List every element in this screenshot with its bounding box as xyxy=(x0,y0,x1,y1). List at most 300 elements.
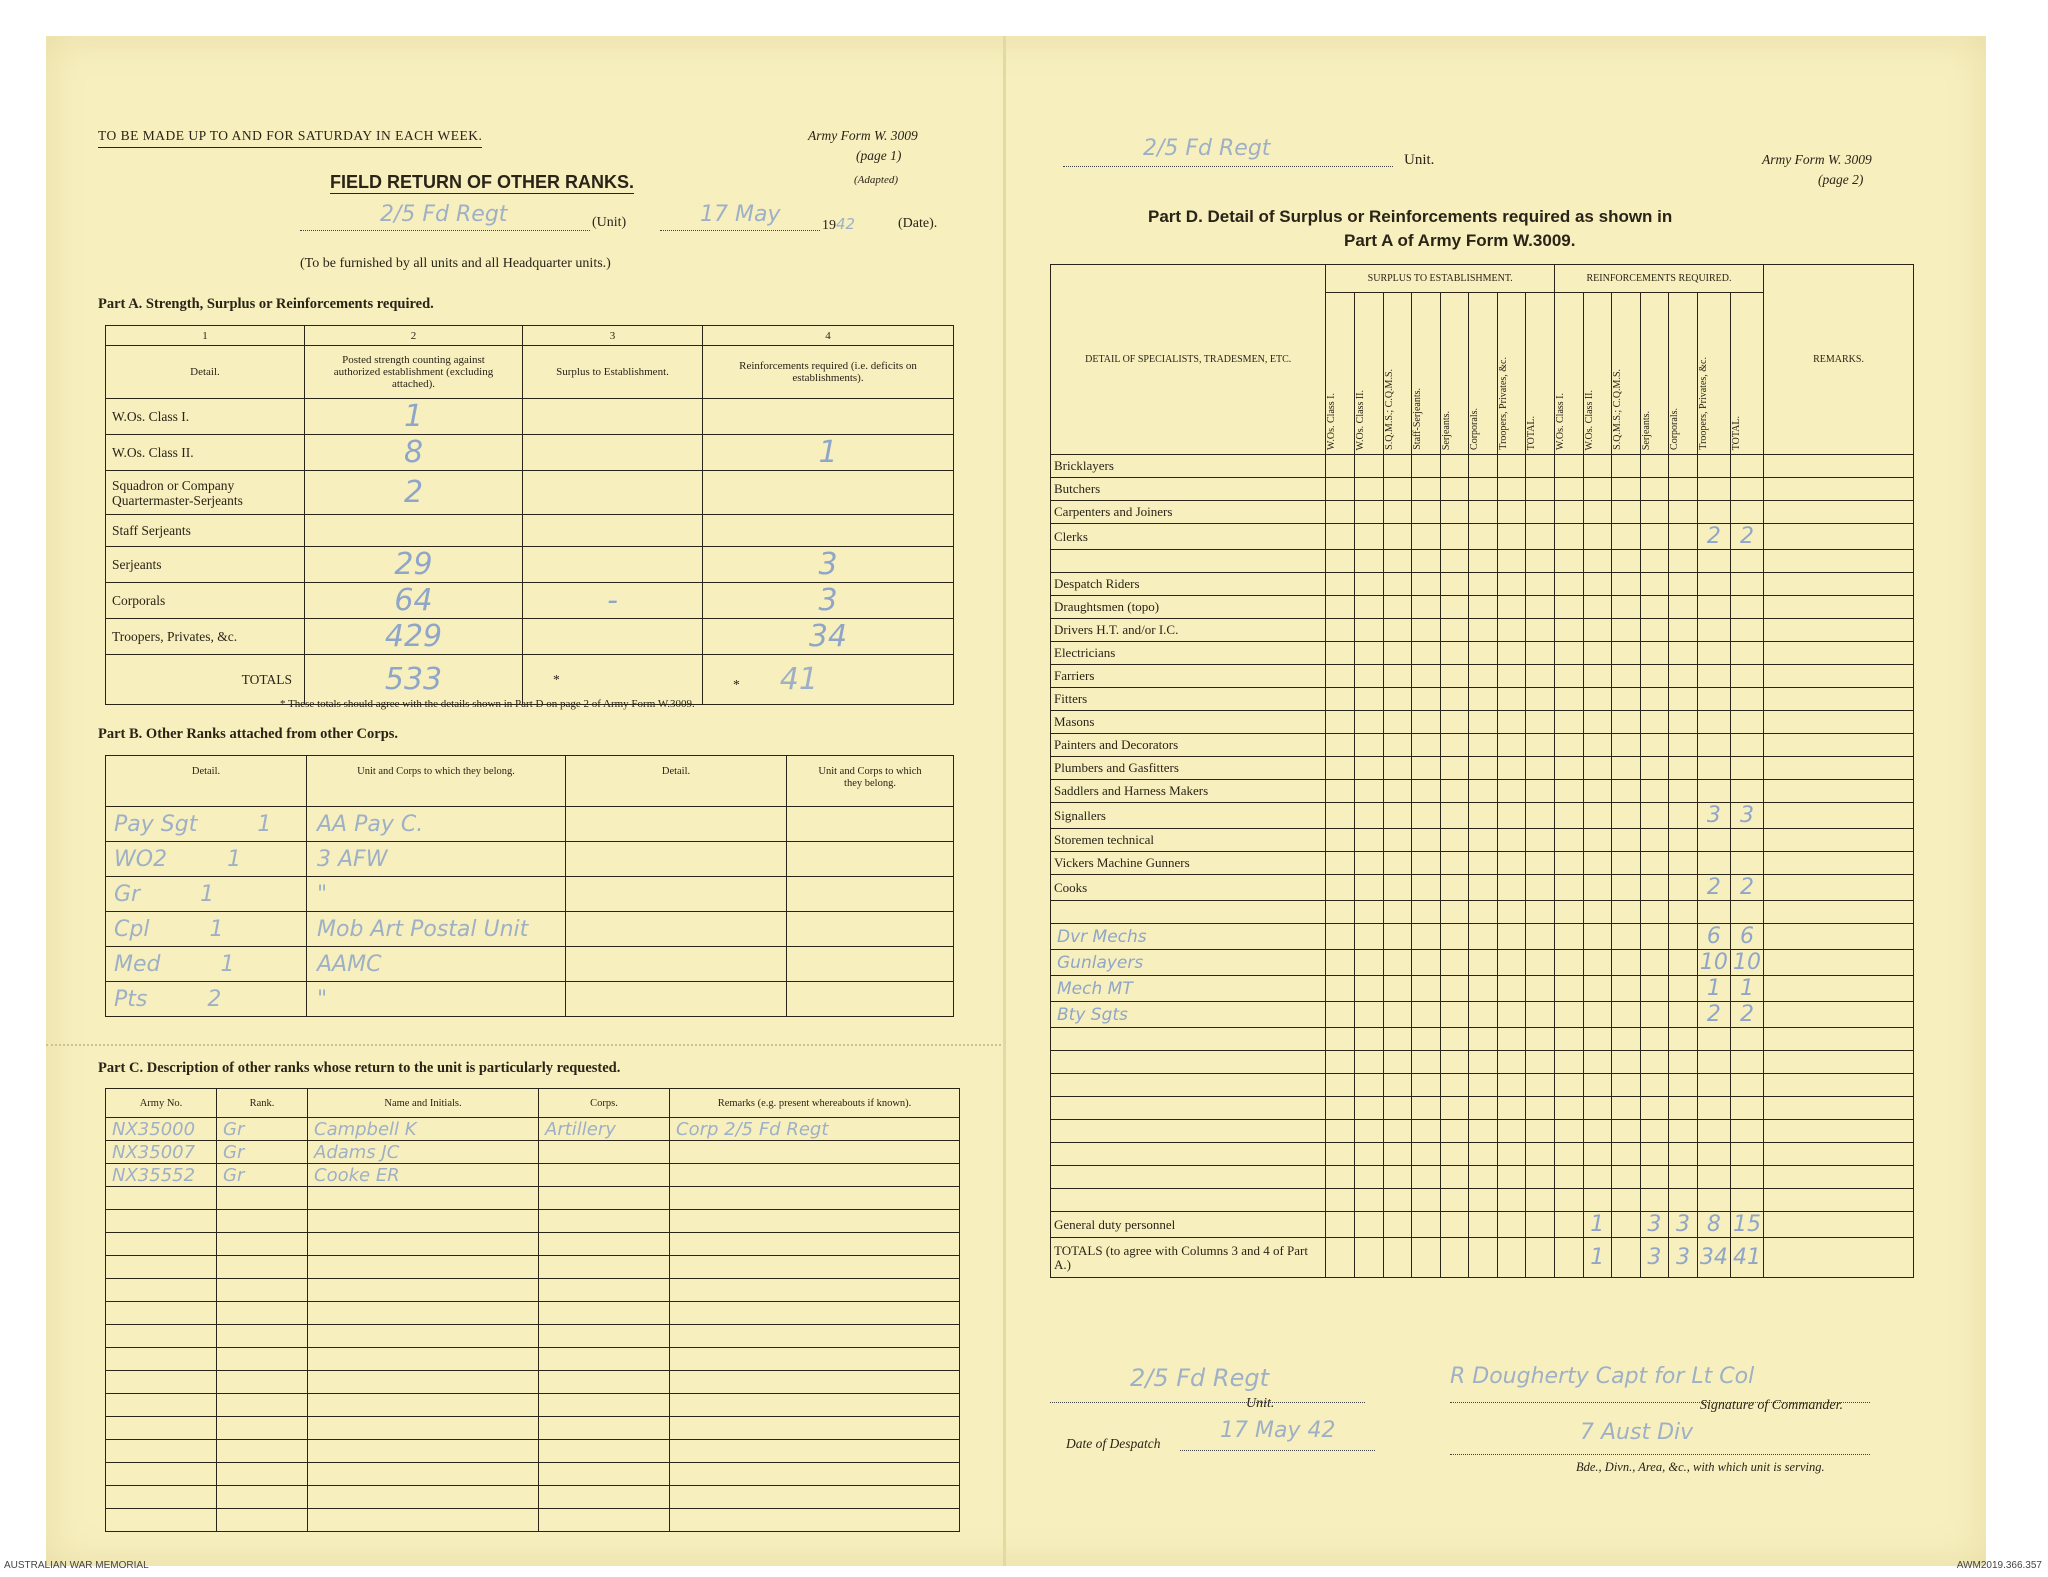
surplus-cell xyxy=(1469,596,1498,619)
unit-cell xyxy=(787,912,954,947)
unit-cell xyxy=(307,842,566,877)
surplus-cell xyxy=(1497,852,1526,875)
surplus-cell xyxy=(1326,596,1355,619)
surplus-cell xyxy=(1326,901,1355,924)
date-label: (Date). xyxy=(898,216,938,231)
col-header-detail: DETAIL OF SPECIALISTS, TRADESMEN, ETC. xyxy=(1051,265,1326,455)
reinf-cell-wo1 xyxy=(1554,1002,1583,1028)
surplus-cell xyxy=(1440,1074,1469,1097)
surplus-cell xyxy=(1326,573,1355,596)
surplus-cell xyxy=(1383,478,1412,501)
surplus-cell xyxy=(1383,757,1412,780)
rank-cell xyxy=(217,1118,308,1141)
reinf-cell-wo1 xyxy=(1554,976,1583,1002)
reinf-cell-wo2 xyxy=(1583,573,1612,596)
reinf-cell-sq xyxy=(1612,619,1641,642)
surplus-cell xyxy=(1383,1143,1412,1166)
surplus-cell xyxy=(1497,665,1526,688)
remarks-cell xyxy=(1764,665,1914,688)
surplus-cell xyxy=(1469,665,1498,688)
reinf-cell-wo2 xyxy=(1583,924,1612,950)
row-label: Butchers xyxy=(1051,478,1326,501)
table-row xyxy=(106,1509,960,1532)
reinf-cell-sq xyxy=(1612,1051,1641,1074)
surplus-cell xyxy=(1326,642,1355,665)
surplus-cell xyxy=(1326,478,1355,501)
remarks-cell xyxy=(670,1509,960,1532)
reinf-cell-tp xyxy=(1697,1189,1730,1212)
surplus-cell xyxy=(1383,829,1412,852)
no-cell xyxy=(106,1325,217,1348)
reinf-cell-tp xyxy=(1697,642,1730,665)
reinf-cell-cpl xyxy=(1669,642,1698,665)
surplus-cell xyxy=(1326,780,1355,803)
reinf-cell-sq xyxy=(1612,803,1641,829)
surplus-cell xyxy=(1440,734,1469,757)
surplus-cell xyxy=(1383,524,1412,550)
year-handwritten: 42 xyxy=(836,215,856,233)
table-row xyxy=(1051,757,1914,780)
reinf-cell-ser xyxy=(1640,665,1669,688)
name-cell xyxy=(308,1233,539,1256)
reinf-cell-tot xyxy=(1730,642,1763,665)
name-cell xyxy=(308,1210,539,1233)
unit-cell xyxy=(787,877,954,912)
reinf-cell-tp: 8 xyxy=(1697,1212,1730,1238)
surplus-cell xyxy=(1326,1143,1355,1166)
surplus-cell xyxy=(1526,1074,1555,1097)
surplus-cell xyxy=(1526,757,1555,780)
surplus-cell xyxy=(1497,780,1526,803)
reinf-cell-tp xyxy=(1697,829,1730,852)
name-cell xyxy=(308,1509,539,1532)
surplus-cell xyxy=(1469,1189,1498,1212)
remarks-cell xyxy=(1764,455,1914,478)
surplus-cell xyxy=(1412,829,1441,852)
reinf-cell-wo2 xyxy=(1583,1074,1612,1097)
surplus-cell xyxy=(1440,642,1469,665)
reinf-cell-ser xyxy=(1640,1143,1669,1166)
table-row xyxy=(1051,1189,1914,1212)
row-label: Carpenters and Joiners xyxy=(1051,501,1326,524)
reinf-cell-wo2 xyxy=(1583,803,1612,829)
table-row xyxy=(106,619,954,655)
col-header-detail: Detail. xyxy=(106,346,305,399)
surplus-cell xyxy=(1412,711,1441,734)
no-cell xyxy=(106,1417,217,1440)
reinf-col-header xyxy=(1669,293,1698,455)
rank-cell xyxy=(217,1417,308,1440)
corps-cell xyxy=(539,1325,670,1348)
unit-cell xyxy=(307,982,566,1017)
posted-value: 2 xyxy=(305,471,523,515)
reinf-cell-ser xyxy=(1640,524,1669,550)
surplus-cell xyxy=(1326,976,1355,1002)
surplus-cell xyxy=(1497,478,1526,501)
surplus-cell xyxy=(1526,976,1555,1002)
col-header-name: Name and Initials. xyxy=(308,1089,539,1118)
corps-cell xyxy=(539,1187,670,1210)
reinf-cell-sq xyxy=(1612,780,1641,803)
surplus-cell xyxy=(1469,924,1498,950)
reinf-cell-cpl xyxy=(1669,619,1698,642)
reinf-cell-ser xyxy=(1640,976,1669,1002)
surplus-col-header xyxy=(1440,293,1469,455)
surplus-cell xyxy=(1355,1166,1384,1189)
table-row xyxy=(106,912,954,947)
table-row xyxy=(1051,665,1914,688)
reinf-cell-sq xyxy=(1612,688,1641,711)
col-header-rank: Rank. xyxy=(217,1089,308,1118)
surplus-cell xyxy=(1355,478,1384,501)
remarks-cell xyxy=(670,1279,960,1302)
table-row xyxy=(1051,1120,1914,1143)
surplus-cell xyxy=(1355,1212,1384,1238)
surplus-value xyxy=(523,471,703,515)
unit-handwritten: Mob Art Postal Unit xyxy=(317,917,529,942)
unit-label: (Unit) xyxy=(592,215,627,230)
rank-cell xyxy=(217,1325,308,1348)
row-label xyxy=(1051,1166,1326,1189)
surplus-cell xyxy=(1497,875,1526,901)
surplus-cell xyxy=(1526,665,1555,688)
reinf-value: 3 xyxy=(703,547,954,583)
detail-handwritten: WO2 xyxy=(114,847,168,872)
reinf-cell-sq xyxy=(1612,924,1641,950)
surplus-cell xyxy=(1412,501,1441,524)
reinf-cell-ser xyxy=(1640,875,1669,901)
reinf-cell-tot xyxy=(1730,734,1763,757)
reinf-cell-sq xyxy=(1612,1238,1641,1278)
surplus-cell xyxy=(1440,924,1469,950)
surplus-cell xyxy=(1469,803,1498,829)
surplus-value: - xyxy=(523,583,703,619)
despatch-label: Date of Despatch xyxy=(1066,1436,1161,1451)
p2-unit-handwritten: 2/5 Fd Regt xyxy=(1143,136,1271,161)
part-d-title-line1: Part D. Detail of Surplus or Reinforcements required as shown in xyxy=(1148,207,1673,226)
reinf-cell-ser xyxy=(1640,950,1669,976)
surplus-cell xyxy=(1355,1074,1384,1097)
unit-handwritten: 3 AFW xyxy=(317,847,388,872)
surplus-cell xyxy=(1469,1120,1498,1143)
reinf-cell-sq xyxy=(1612,950,1641,976)
reinf-cell-sq xyxy=(1612,1097,1641,1120)
table-row xyxy=(106,435,954,471)
reinf-cell-cpl xyxy=(1669,1051,1698,1074)
row-label: Farriers xyxy=(1051,665,1326,688)
unit-field xyxy=(300,202,590,231)
row-label: Masons xyxy=(1051,711,1326,734)
row-label: Dvr Mechs xyxy=(1051,924,1326,950)
row-label: Mech MT xyxy=(1051,976,1326,1002)
remarks-cell xyxy=(1764,780,1914,803)
surplus-col-header xyxy=(1383,293,1412,455)
surplus-cell xyxy=(1412,875,1441,901)
surplus-cell xyxy=(1412,924,1441,950)
surplus-cell xyxy=(1383,573,1412,596)
reinf-cell-wo1 xyxy=(1554,924,1583,950)
surplus-cell xyxy=(1440,1097,1469,1120)
reinf-cell-wo1 xyxy=(1554,550,1583,573)
remarks-cell xyxy=(1764,596,1914,619)
reinf-cell-cpl xyxy=(1669,1120,1698,1143)
surplus-cell xyxy=(1326,1002,1355,1028)
footer-left: AUSTRALIAN WAR MEMORIAL xyxy=(4,1560,149,1571)
surplus-col-header xyxy=(1355,293,1384,455)
surplus-col-label: Troopers, Privates, &c. xyxy=(1497,357,1509,450)
no-cell xyxy=(106,1256,217,1279)
reinf-cell-cpl xyxy=(1669,852,1698,875)
table-row xyxy=(106,515,954,547)
count-handwritten: 2 xyxy=(207,987,222,1012)
surplus-cell xyxy=(1526,501,1555,524)
row-label: Draughtsmen (topo) xyxy=(1051,596,1326,619)
table-row xyxy=(106,583,954,619)
remarks-cell xyxy=(670,1348,960,1371)
reinf-cell-cpl xyxy=(1669,688,1698,711)
surplus-cell xyxy=(1383,619,1412,642)
reinf-cell-cpl xyxy=(1669,950,1698,976)
surplus-cell xyxy=(1326,1166,1355,1189)
surplus-cell xyxy=(1355,901,1384,924)
reinf-cell-wo1 xyxy=(1554,524,1583,550)
surplus-cell xyxy=(1355,1051,1384,1074)
surplus-col-label: Staff-Serjeants. xyxy=(1412,388,1424,450)
surplus-cell xyxy=(1440,665,1469,688)
surplus-cell xyxy=(1383,596,1412,619)
bde-field xyxy=(1450,1420,1870,1455)
remarks-cell xyxy=(1764,711,1914,734)
part-c-heading: Part C. Description of other ranks whose return to the unit is particularly requested. xyxy=(98,1060,621,1076)
reinf-cell-tp: 1 xyxy=(1697,976,1730,1002)
reinf-cell-cpl xyxy=(1669,803,1698,829)
no-handwritten: NX35007 xyxy=(112,1141,196,1163)
reinf-cell-cpl xyxy=(1669,1002,1698,1028)
surplus-cell xyxy=(1412,619,1441,642)
reinf-cell-cpl xyxy=(1669,478,1698,501)
reinf-col-label: W.Os. Class I. xyxy=(1554,392,1566,450)
reinf-cell-wo2 xyxy=(1583,1051,1612,1074)
surplus-cell xyxy=(1526,1051,1555,1074)
rank-cell xyxy=(217,1187,308,1210)
surplus-cell xyxy=(1326,803,1355,829)
surplus-cell xyxy=(1526,619,1555,642)
unit-cell xyxy=(787,947,954,982)
surplus-cell xyxy=(1497,688,1526,711)
detail-cell xyxy=(566,912,787,947)
surplus-cell xyxy=(1526,688,1555,711)
reinf-col-label: Troopers, Privates, &c. xyxy=(1697,357,1709,450)
reinf-cell-wo2 xyxy=(1583,688,1612,711)
reinf-cell-sq xyxy=(1612,711,1641,734)
table-row xyxy=(106,1463,960,1486)
remarks-cell xyxy=(1764,688,1914,711)
reinf-cell-ser xyxy=(1640,924,1669,950)
remarks-cell xyxy=(1764,550,1914,573)
reinf-cell-sq xyxy=(1612,1189,1641,1212)
reinf-value xyxy=(703,471,954,515)
surplus-cell xyxy=(1440,478,1469,501)
reinf-cell-tot xyxy=(1730,478,1763,501)
reinf-cell-ser xyxy=(1640,573,1669,596)
surplus-cell xyxy=(1326,665,1355,688)
reinf-col-header xyxy=(1612,293,1641,455)
table-row xyxy=(106,1141,960,1164)
p2-unit-label: Unit. xyxy=(1404,152,1435,168)
no-cell xyxy=(106,1463,217,1486)
totals-posted: 533 xyxy=(305,655,523,705)
row-label: Corporals xyxy=(106,583,305,619)
reinf-cell-wo2 xyxy=(1583,780,1612,803)
remarks-cell xyxy=(670,1371,960,1394)
surplus-cell xyxy=(1440,1028,1469,1051)
remarks-cell xyxy=(1764,950,1914,976)
reinf-cell-ser xyxy=(1640,829,1669,852)
surplus-cell xyxy=(1440,455,1469,478)
table-row xyxy=(1051,1028,1914,1051)
table-row xyxy=(106,1486,960,1509)
table-row xyxy=(1051,1212,1914,1238)
rank-handwritten: Gr xyxy=(223,1164,245,1186)
table-row xyxy=(106,1417,960,1440)
surplus-cell xyxy=(1497,1074,1526,1097)
surplus-cell xyxy=(1326,1189,1355,1212)
remarks-cell xyxy=(1764,1212,1914,1238)
year-field xyxy=(822,215,855,234)
no-cell xyxy=(106,1371,217,1394)
reinf-col-label: TOTAL. xyxy=(1730,415,1742,450)
col-header-remarks: REMARKS. xyxy=(1764,265,1914,455)
surplus-cell xyxy=(1412,1238,1441,1278)
surplus-cell xyxy=(1497,1002,1526,1028)
name-cell xyxy=(308,1256,539,1279)
reinf-cell-tot xyxy=(1730,901,1763,924)
reinf-cell-wo2 xyxy=(1583,976,1612,1002)
reinf-cell-wo1 xyxy=(1554,829,1583,852)
detail-handwritten: Pts xyxy=(114,987,148,1012)
table-row xyxy=(1051,1002,1914,1028)
surplus-cell xyxy=(1383,924,1412,950)
table-row xyxy=(106,947,954,982)
reinf-cell-wo1 xyxy=(1554,875,1583,901)
reinf-cell-sq xyxy=(1612,524,1641,550)
reinf-cell-wo2 xyxy=(1583,875,1612,901)
table-row xyxy=(106,807,954,842)
reinf-cell-tp xyxy=(1697,734,1730,757)
col-header-unit-corps: Unit and Corps to which they belong. xyxy=(787,756,954,807)
reinf-cell-tot xyxy=(1730,1074,1763,1097)
part-a-footnote: * These totals should agree with the details shown in Part D on page 2 of Army Form W.3009. xyxy=(280,698,695,710)
reinf-cell-wo2 xyxy=(1583,1097,1612,1120)
reinf-cell-cpl xyxy=(1669,1166,1698,1189)
surplus-cell xyxy=(1440,501,1469,524)
surplus-col-header xyxy=(1469,293,1498,455)
remarks-cell xyxy=(670,1256,960,1279)
surplus-cell xyxy=(1355,829,1384,852)
reinf-cell-ser xyxy=(1640,757,1669,780)
reinf-cell-ser xyxy=(1640,1097,1669,1120)
unit-handwritten: " xyxy=(317,987,328,1012)
table-row xyxy=(1051,950,1914,976)
posted-value: 64 xyxy=(305,583,523,619)
reinf-cell-sq xyxy=(1612,665,1641,688)
table-row xyxy=(1051,780,1914,803)
reinf-cell-tot xyxy=(1730,1051,1763,1074)
surplus-cell xyxy=(1383,642,1412,665)
table-row xyxy=(106,1371,960,1394)
reinf-cell-sq xyxy=(1612,852,1641,875)
remarks-cell xyxy=(670,1118,960,1141)
no-handwritten: NX35552 xyxy=(112,1164,196,1186)
reinf-cell-sq xyxy=(1612,550,1641,573)
surplus-cell xyxy=(1383,550,1412,573)
reinf-cell-cpl xyxy=(1669,573,1698,596)
surplus-cell xyxy=(1355,524,1384,550)
detail-handwritten: Cpl xyxy=(114,917,150,942)
reinf-cell-tp: 6 xyxy=(1697,924,1730,950)
detail-cell xyxy=(566,877,787,912)
reinf-cell-ser xyxy=(1640,501,1669,524)
col-header-surplus: Surplus to Establishment. xyxy=(523,346,703,399)
despatch-field xyxy=(1180,1418,1375,1451)
count-handwritten: 1 xyxy=(220,952,235,977)
reinf-cell-wo2 xyxy=(1583,950,1612,976)
row-label xyxy=(1051,1028,1326,1051)
surplus-cell xyxy=(1440,1212,1469,1238)
surplus-cell xyxy=(1326,501,1355,524)
surplus-cell xyxy=(1326,550,1355,573)
row-label: Signallers xyxy=(1051,803,1326,829)
remarks-cell xyxy=(1764,524,1914,550)
reinf-cell-wo2 xyxy=(1583,901,1612,924)
col-group-reinforcements: REINFORCEMENTS REQUIRED. xyxy=(1554,265,1763,293)
table-row xyxy=(106,1118,960,1141)
remarks-cell xyxy=(1764,1028,1914,1051)
reinf-cell-tp xyxy=(1697,573,1730,596)
surplus-cell xyxy=(1355,976,1384,1002)
surplus-cell xyxy=(1326,1097,1355,1120)
surplus-cell xyxy=(1326,455,1355,478)
surplus-cell xyxy=(1469,852,1498,875)
posted-value: 1 xyxy=(305,399,523,435)
reinf-cell-tot xyxy=(1730,1143,1763,1166)
surplus-col-header xyxy=(1412,293,1441,455)
posted-value xyxy=(305,515,523,547)
row-label: Electricians xyxy=(1051,642,1326,665)
reinf-col-header xyxy=(1697,293,1730,455)
reinf-cell-cpl xyxy=(1669,757,1698,780)
remarks-cell xyxy=(1764,1002,1914,1028)
surplus-cell xyxy=(1326,875,1355,901)
row-label: Fitters xyxy=(1051,688,1326,711)
surplus-cell xyxy=(1497,1051,1526,1074)
reinf-cell-ser xyxy=(1640,803,1669,829)
detail-cell xyxy=(106,982,307,1017)
surplus-cell xyxy=(1326,688,1355,711)
corps-handwritten: Artillery xyxy=(545,1118,616,1140)
surplus-value xyxy=(523,399,703,435)
table-row xyxy=(1051,829,1914,852)
surplus-cell xyxy=(1440,1002,1469,1028)
table-row xyxy=(106,399,954,435)
corps-cell xyxy=(539,1394,670,1417)
reinf-cell-tot xyxy=(1730,829,1763,852)
reinf-cell-wo1 xyxy=(1554,757,1583,780)
rank-cell xyxy=(217,1394,308,1417)
table-row xyxy=(1051,924,1914,950)
reinf-value xyxy=(703,399,954,435)
name-handwritten: Adams JC xyxy=(314,1141,400,1163)
